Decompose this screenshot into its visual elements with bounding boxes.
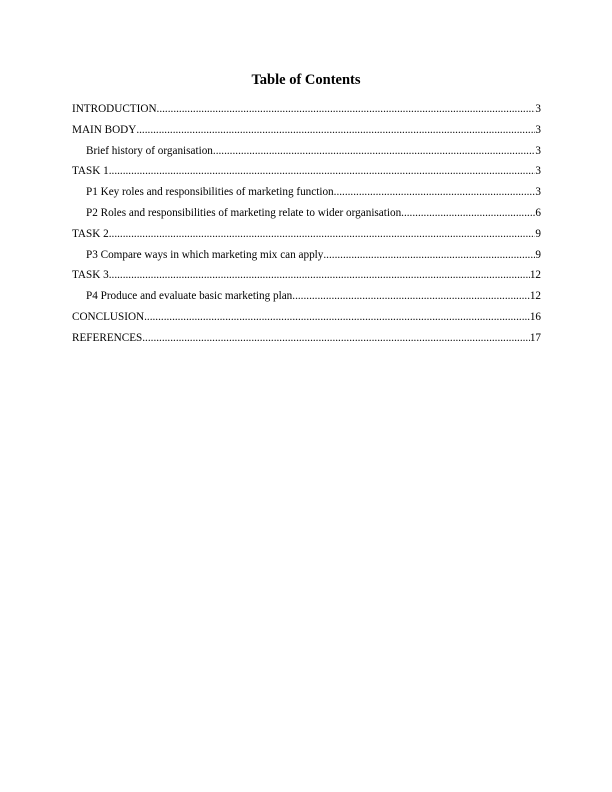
toc-dot-leader	[292, 288, 530, 304]
toc-entry[interactable]	[72, 143, 541, 164]
toc-entry-label: P1 Key roles and responsibilities of marketing function	[86, 186, 334, 199]
toc-dot-leader	[334, 184, 536, 200]
toc-page-number: 12	[529, 290, 541, 303]
toc-dot-leader	[323, 247, 535, 263]
toc-dot-leader	[144, 309, 530, 325]
toc-entry-label: P3 Compare ways in which marketing mix can apply	[86, 248, 324, 261]
toc-page-number: 3	[535, 186, 541, 199]
toc-entry-label: REFERENCES	[72, 331, 143, 344]
toc-entry-label: INTRODUCTION	[72, 103, 157, 115]
toc-page-number: 17	[529, 331, 541, 344]
toc-page-number: 9	[535, 248, 541, 261]
toc-entry[interactable]	[72, 122, 541, 143]
toc-entry[interactable]	[72, 184, 541, 205]
toc-entry[interactable]	[72, 247, 541, 268]
toc-page-number: 3	[535, 165, 541, 178]
toc-entry[interactable]	[72, 205, 541, 226]
toc-dot-leader	[157, 101, 536, 117]
toc-entry-label: P4 Produce and evaluate basic marketing plan	[86, 290, 293, 303]
toc-entry[interactable]	[72, 163, 541, 184]
toc-page-number: 16	[529, 310, 541, 323]
toc-heading: Table of Contents	[251, 72, 361, 88]
toc-list	[72, 101, 541, 351]
toc-page-number: 3	[535, 103, 541, 115]
toc-entry-label: P2 Roles and responsibilities of marketing relate to wider organisation	[86, 206, 402, 219]
toc-dot-leader	[401, 205, 535, 221]
toc-dot-leader	[109, 163, 536, 179]
toc-entry[interactable]	[72, 101, 541, 122]
toc-entry[interactable]	[72, 267, 541, 288]
toc-entry-label: TASK 1	[72, 165, 109, 178]
toc-page-number: 3	[535, 144, 541, 157]
toc-page-number: 9	[535, 227, 541, 240]
toc-dot-leader	[142, 330, 530, 346]
toc-dot-leader	[109, 226, 536, 242]
toc-entry[interactable]	[72, 330, 541, 351]
toc-entry[interactable]	[72, 309, 541, 330]
toc-dot-leader	[109, 267, 530, 283]
toc-entry-label: CONCLUSION	[72, 310, 145, 323]
toc-entry[interactable]	[72, 226, 541, 247]
toc-page-number: 6	[535, 206, 541, 219]
toc-page-number: 3	[535, 123, 541, 136]
toc-entry-label: TASK 3	[72, 269, 109, 282]
toc-dot-leader	[136, 122, 535, 138]
toc-entry-label: MAIN BODY	[72, 123, 137, 136]
toc-page-number: 12	[529, 269, 541, 282]
toc-entry[interactable]	[72, 288, 541, 309]
toc-entry-label: Brief history of organisation	[86, 144, 213, 157]
toc-dot-leader	[213, 143, 536, 159]
toc-entry-label: TASK 2	[72, 227, 109, 240]
